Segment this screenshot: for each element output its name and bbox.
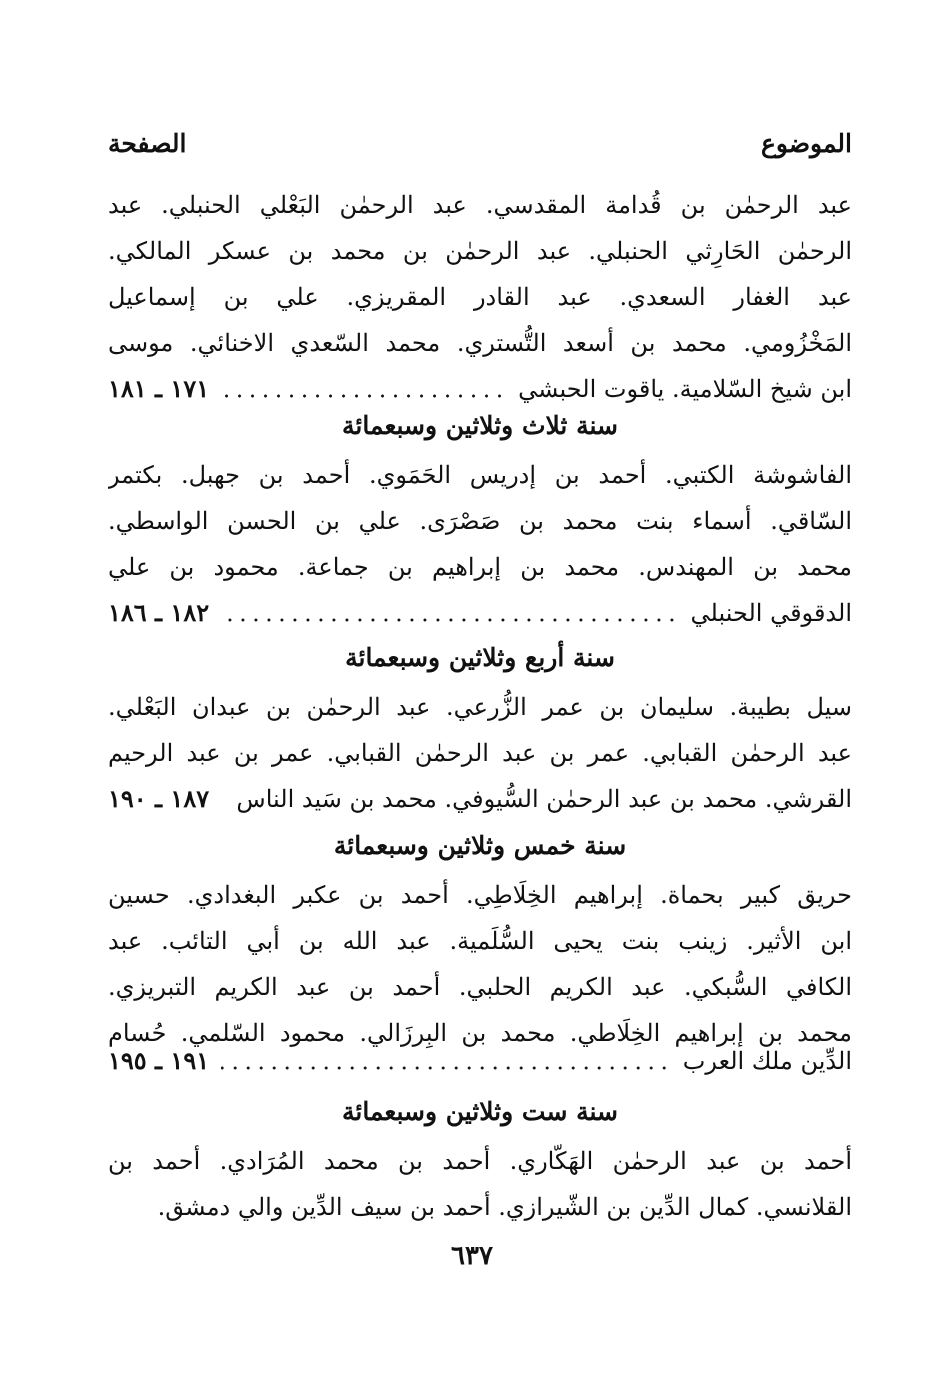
entry-line: الدقوقي الحنبلي	[690, 599, 852, 627]
page-column-header: الصفحة	[108, 129, 187, 158]
entry-line: عبد الرحمٰن القبابي. عمر بن عبد الرحمٰن القبابي. عمر بن عبد الرحيم	[108, 739, 852, 767]
year-heading: سنة خمس وثلاثين وسبعمائة	[333, 831, 627, 860]
entry-line: محمد بن إبراهيم الخِلَاطي. محمد بن البِرزَالي. محمود السّلمي. حُسام	[108, 1019, 852, 1047]
entry-line: المَخْزُومي. محمد بن أسعد التُّستري. محمد السّعدي الاخنائي. موسى	[108, 329, 852, 357]
entry-line: عبد الغفار السعدي. عبد القادر المقريزي. علي بن إسماعيل	[108, 283, 852, 311]
dot-leader	[221, 1066, 671, 1070]
entry-line: السّاقي. أسماء بنت محمد بن صَصْرَى. علي بن الحسن الواسطي.	[108, 507, 852, 535]
entry-line: الفاشوشة الكتبي. أحمد بن إدريس الحَمَوي. أحمد بن جهبل. بكتمر	[108, 461, 852, 489]
page-range: ١٨٢ ـ ١٨٦	[108, 598, 210, 627]
dot-leader	[221, 618, 678, 622]
entry-line: القرشي. محمد بن عبد الرحمٰن السُّيوفي. محمد بن سَيد الناس	[236, 785, 852, 813]
toc-entry-last-line	[108, 590, 852, 636]
year-heading: سنة ثلاث وثلاثين وسبعمائة	[342, 411, 618, 440]
page-number: ٦٣٧	[451, 1241, 493, 1271]
entry-line: ابن شيخ السّلامية. ياقوت الحبشي	[518, 375, 852, 403]
page-range: ١٨٧ ـ ١٩٠	[108, 784, 210, 813]
entry-line: حريق كبير بحماة. إبراهيم الخِلَاطِي. أحمد بن عكبر البغدادي. حسين	[108, 881, 852, 909]
entry-line: سيل بطيبة. سليمان بن عمر الزُّرعي. عبد الرحمٰن بن عبدان البَعْلي.	[108, 693, 852, 721]
entry-line: الكافي السُّبكي. عبد الكريم الحلبي. أحمد بن عبد الكريم التبريزي.	[108, 973, 852, 1001]
entry-line: عبد الرحمٰن بن قُدامة المقدسي. عبد الرحمٰن البَعْلي الحنبلي. عبد	[108, 191, 852, 219]
year-heading: سنة ست وثلاثين وسبعمائة	[341, 1097, 619, 1126]
page-range: ١٧١ ـ ١٨١	[108, 374, 210, 403]
entry-line: الرحمٰن الحَارِثي الحنبلي. عبد الرحمٰن بن محمد بن عسكر المالكي.	[108, 237, 852, 265]
entry-line: محمد بن المهندس. محمد بن إبراهيم بن جماعة. محمود بن علي	[108, 553, 852, 581]
year-heading: سنة أربع وثلاثين وسبعمائة	[345, 643, 615, 672]
toc-entry-last-line	[108, 776, 852, 822]
entry-line: أحمد بن عبد الرحمٰن الهَكّاري. أحمد بن محمد المُرَادي. أحمد بن	[108, 1147, 852, 1175]
dot-leader	[221, 394, 506, 398]
entry-line: القلانسي. كمال الدِّين بن الشّيرازي. أحمد بن سيف الدِّين والي دمشق.	[157, 1193, 852, 1221]
toc-entry-last-line	[108, 1038, 852, 1084]
entry-line: ابن الأثير. زينب بنت يحيى السُّلَمية. عبد الله بن أبي التائب. عبد	[108, 927, 852, 955]
subject-column-header: الموضوع	[761, 129, 852, 158]
entry-line: الدِّين ملك العرب	[682, 1047, 852, 1075]
page-range: ١٩١ ـ ١٩٥	[108, 1046, 210, 1075]
dot-leader	[221, 804, 224, 808]
